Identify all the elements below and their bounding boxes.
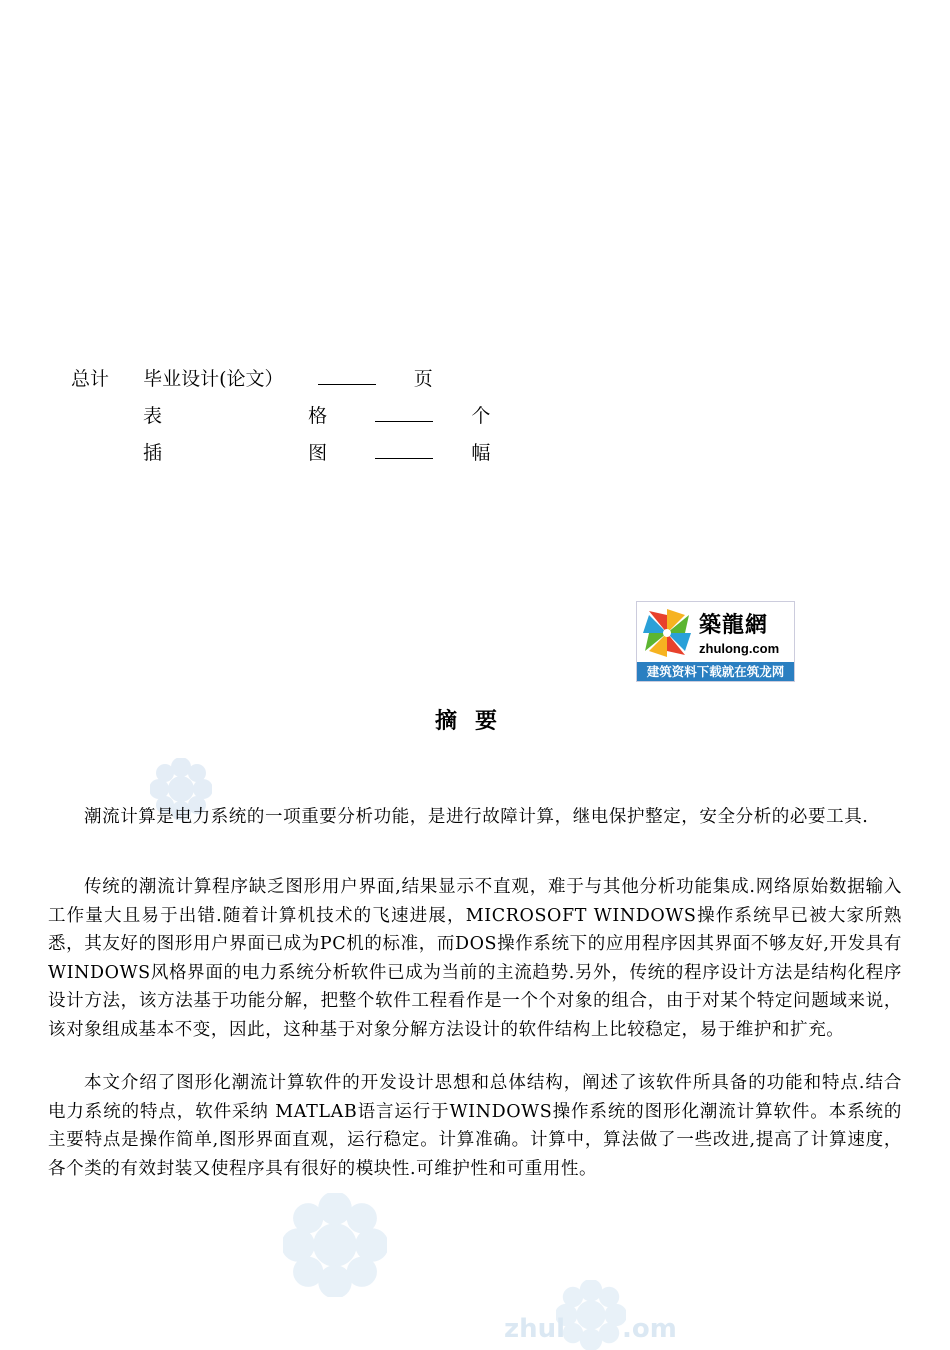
watermark-text: .om [622, 1314, 677, 1344]
watermark-text: zhul [504, 1314, 566, 1344]
table-unit: 个 [471, 405, 491, 427]
zhulong-logo[interactable] [636, 601, 795, 682]
logo-name: 築龍網 [699, 613, 769, 638]
figure-label-a: 插 [143, 442, 163, 464]
watermark-flower-icon [283, 1193, 387, 1297]
watermark-flower-icon [556, 1280, 626, 1350]
logo-url: zhulong.com [699, 641, 780, 656]
figure-label-b: 图 [308, 442, 328, 464]
logo-tagline: 建筑资料下载就在筑龙网 [637, 662, 794, 681]
pinwheel-logo-icon [639, 605, 695, 661]
page-count-blank[interactable] [318, 364, 376, 385]
figure-count-blank[interactable] [375, 438, 433, 459]
abstract-paragraph: 传统的潮流计算程序缺乏图形用户界面,结果显示不直观，难于与其他分析功能集成.网络原始数据输入工作量大且易于出错.随着计算机技术的飞速进展，MICROSOFT WINDOWS操作系统早已被大家所熟悉，其友好的图形用户界面已成为PC机的标准，而DOS操作系统下的应用程序因其界面不够友好,开发具有WINDOWS风格界面的电力系统分析软件已成为当前的主流趋势.另外，传统的程序设计方法是结构化程序设计方法，该方法基于功能分解，把整个软件工程看作是一个个对象的组合，由于对某个特定问题域来说，该对象组成基本不变，因此，这种基于对象分解方法设计的软件结构上比较稳定，易于维护和扩充。 [48, 877, 902, 1040]
total-label: 总计 [71, 368, 110, 390]
abstract-paragraph: 潮流计算是电力系统的一项重要分析功能，是进行故障计算，继电保护整定，安全分析的必要工具. [84, 807, 869, 827]
thesis-label: 毕业设计(论文） [143, 368, 284, 390]
abstract-title: 摘要 [434, 709, 515, 734]
figure-unit: 幅 [471, 442, 491, 464]
table-label-b: 格 [308, 405, 328, 427]
abstract-paragraph: 本文介绍了图形化潮流计算软件的开发设计思想和总体结构，阐述了该软件所具备的功能和特点.结合电力系统的特点，软件采纳 MATLAB语言运行于WINDOWS操作系统的图形化潮流计算软件。本系统的主要特点是操作简单,图形界面直观，运行稳定。计算准确。计算中，算法做了一些改进,提高了计算速度，各个类的有效封装又使程序具有很好的模块性.可维护性和可重用性。 [48, 1073, 902, 1179]
summary-row-tables [143, 401, 490, 431]
table-label-a: 表 [143, 405, 163, 427]
summary-row-figures [143, 438, 490, 468]
summary-row-pages [71, 364, 433, 394]
page-unit: 页 [413, 368, 433, 390]
table-count-blank[interactable] [375, 401, 433, 422]
